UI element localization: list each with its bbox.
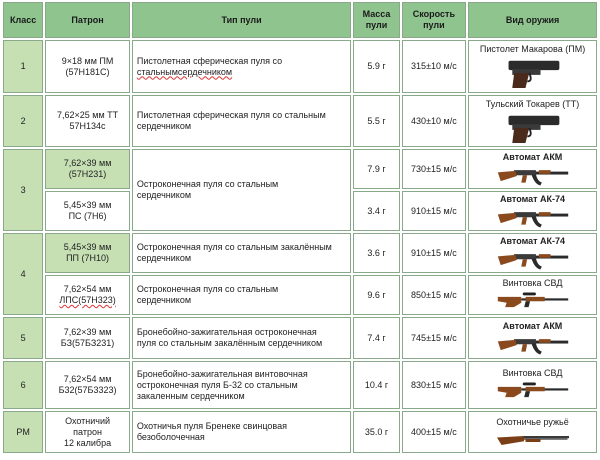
weapon-name: Охотничье ружьё bbox=[496, 416, 569, 427]
header-row bbox=[3, 2, 597, 38]
weapon-cell bbox=[468, 95, 597, 147]
bullet-type-cell: Пистолетная сферическая пуля со стальным сердечником bbox=[132, 95, 352, 147]
weapon-cell bbox=[468, 149, 597, 189]
header-cartridge: Патрон bbox=[45, 2, 130, 38]
speed-cell: 910±15 м/с bbox=[402, 191, 466, 231]
cartridge-cell: 5,45×39 мм ПП (7Н10) bbox=[45, 233, 130, 273]
header-weapon: Вид оружия bbox=[468, 2, 597, 38]
speed-cell: 430±10 м/с bbox=[402, 95, 466, 147]
assault-rifle-icon bbox=[491, 249, 575, 271]
weapon-cell bbox=[468, 411, 597, 453]
cartridge-cell: 7,62×39 мм БЗ(57БЗ231) bbox=[45, 317, 130, 359]
speed-cell: 830±15 м/с bbox=[402, 361, 466, 409]
cartridge-cell: 7,62×54 мм Б32(57Б3323) bbox=[45, 361, 130, 409]
weapon-cell bbox=[468, 191, 597, 231]
header-class: Класс bbox=[3, 2, 43, 38]
speed-cell: 400±15 м/с bbox=[402, 411, 466, 453]
assault-rifle-icon bbox=[491, 165, 575, 187]
weapon-name: Автомат АК-74 bbox=[500, 193, 566, 204]
mass-cell: 7.4 г bbox=[353, 317, 399, 359]
mass-cell: 7.9 г bbox=[353, 149, 399, 189]
header-bullet-type: Тип пули bbox=[132, 2, 352, 38]
cartridge-cell: 7,62×54 мм ЛПС(57Н323) bbox=[45, 275, 130, 315]
bullet-type-cell: Бронебойно-зажигательная винтовочная остроконечная пуля Б-32 со стальным закаленным сердечником bbox=[132, 361, 352, 409]
speed-cell: 745±15 м/с bbox=[402, 317, 466, 359]
weapon-cell bbox=[468, 233, 597, 273]
assault-rifle-icon bbox=[491, 207, 575, 229]
weapon-cell bbox=[468, 317, 597, 359]
weapon-name: Пистолет Макарова (ПМ) bbox=[479, 44, 586, 54]
table-row bbox=[3, 275, 597, 315]
weapon-cell bbox=[468, 40, 597, 93]
mass-cell: 9.6 г bbox=[353, 275, 399, 315]
weapon-cell bbox=[468, 275, 597, 315]
mass-cell: 3.6 г bbox=[353, 233, 399, 273]
bullet-type-cell: Охотничья пуля Бренеке свинцовая безоболочечная bbox=[132, 411, 352, 453]
weapon-name: Автомат АК-74 bbox=[500, 235, 566, 246]
table-row bbox=[3, 233, 597, 273]
table-row bbox=[3, 95, 597, 147]
weapon-name: Винтовка СВД bbox=[502, 367, 563, 378]
mass-cell: 3.4 г bbox=[353, 191, 399, 231]
sniper-rifle-icon bbox=[491, 381, 575, 403]
weapon-name: Автомат АКМ bbox=[502, 320, 563, 331]
mass-cell: 5.9 г bbox=[353, 40, 399, 93]
pistol-icon bbox=[503, 112, 563, 144]
weapon-name: Винтовка СВД bbox=[502, 277, 563, 288]
table-row bbox=[3, 411, 597, 453]
bullet-type-cell: Остроконечная пуля со стальным сердечником bbox=[132, 149, 352, 231]
speed-cell: 850±15 м/с bbox=[402, 275, 466, 315]
shotgun-icon bbox=[491, 430, 575, 448]
table-row bbox=[3, 317, 597, 359]
assault-rifle-icon bbox=[491, 334, 575, 356]
class-cell: 2 bbox=[3, 95, 43, 147]
mass-cell: 35.0 г bbox=[353, 411, 399, 453]
speed-cell: 910±15 м/с bbox=[402, 233, 466, 273]
weapon-cell bbox=[468, 361, 597, 409]
table-row bbox=[3, 40, 597, 93]
table-row bbox=[3, 149, 597, 189]
class-cell: 1 bbox=[3, 40, 43, 93]
ballistics-table bbox=[1, 0, 599, 455]
table-row bbox=[3, 361, 597, 409]
weapon-name: Автомат АКМ bbox=[502, 151, 563, 162]
sniper-rifle-icon bbox=[491, 291, 575, 313]
class-cell: 4 bbox=[3, 233, 43, 315]
speed-cell: 730±15 м/с bbox=[402, 149, 466, 189]
cartridge-cell: 7,62×39 мм (57Н231) bbox=[45, 149, 130, 189]
mass-cell: 5.5 г bbox=[353, 95, 399, 147]
bullet-type-cell: Бронебойно-зажигательная остроконечная пуля со стальным закалённым сердечником bbox=[132, 317, 352, 359]
header-bullet-mass: Масса пули bbox=[353, 2, 399, 38]
class-cell: 3 bbox=[3, 149, 43, 231]
header-bullet-speed: Скорость пули bbox=[402, 2, 466, 38]
mass-cell: 10.4 г bbox=[353, 361, 399, 409]
bullet-type-cell: Пистолетная сферическая пуля со стальнымсердечником bbox=[132, 40, 352, 93]
bullet-type-cell: Остроконечная пуля со стальным сердечником bbox=[132, 275, 352, 315]
cartridge-cell: Охотничий патрон 12 калибра bbox=[45, 411, 130, 453]
pistol-icon bbox=[503, 57, 563, 89]
bullet-type-cell: Остроконечная пуля со стальным закалённым сердечником bbox=[132, 233, 352, 273]
cartridge-cell: 5,45×39 мм ПС (7Н6) bbox=[45, 191, 130, 231]
speed-cell: 315±10 м/с bbox=[402, 40, 466, 93]
class-cell: 5 bbox=[3, 317, 43, 359]
weapon-name: Тульский Токарев (ТТ) bbox=[485, 98, 580, 109]
class-cell: 6 bbox=[3, 361, 43, 409]
cartridge-cell: 9×18 мм ПМ (57Н181С) bbox=[45, 40, 130, 93]
class-cell: РМ bbox=[3, 411, 43, 453]
cartridge-cell: 7,62×25 мм ТТ 57Н134с bbox=[45, 95, 130, 147]
